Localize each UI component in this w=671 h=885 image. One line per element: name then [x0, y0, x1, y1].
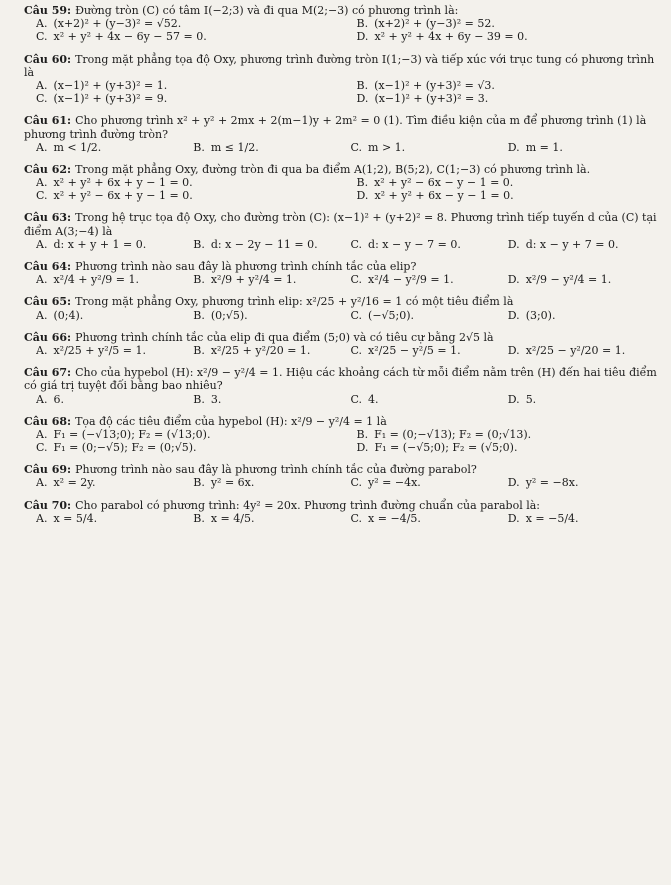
answer-option [36, 441, 337, 454]
question-stem [24, 4, 657, 17]
answer-option [357, 30, 658, 43]
option-key: A. [36, 476, 48, 490]
answer-option [351, 344, 500, 357]
question-number: Câu 61: [24, 114, 72, 128]
answer-option [193, 476, 342, 489]
question-block [24, 499, 657, 525]
option-text: 5. [525, 392, 537, 406]
question-gap [24, 357, 657, 366]
answer-option [351, 238, 500, 251]
question-number: Câu 69: [24, 463, 72, 477]
option-text: d: x − y − 7 = 0. [368, 237, 461, 251]
option-text: 4. [368, 392, 379, 406]
question-number: Câu 67: [24, 366, 72, 380]
option-text: (0;4). [53, 308, 84, 322]
question-block [24, 163, 657, 203]
question-gap [24, 406, 657, 415]
answer-options [24, 476, 657, 489]
option-text: m ≤ 1/2. [210, 140, 259, 154]
question-gap [24, 490, 657, 499]
question-gap [24, 202, 657, 211]
answer-option [351, 141, 500, 154]
answer-option [193, 393, 342, 406]
option-key: A. [36, 140, 48, 154]
question-text: Tọa độ các tiêu điểm của hypebol (H): x²/9 − y²/4 = 1 là [75, 414, 387, 428]
option-text: y² = −8x. [525, 476, 579, 490]
answer-option [351, 273, 500, 286]
option-text: x²/25 + y²/20 = 1. [210, 343, 311, 357]
question-block [24, 4, 657, 44]
answer-option [36, 30, 337, 43]
answer-option [351, 512, 500, 525]
question-gap [24, 454, 657, 463]
question-number: Câu 70: [24, 498, 72, 512]
option-key: B. [193, 273, 205, 287]
option-text: x² + y² − 6x + y − 1 = 0. [53, 189, 193, 203]
question-gap [24, 105, 657, 114]
answer-options [24, 393, 657, 406]
option-text: F₁ = (−√5;0); F₂ = (√5;0). [374, 441, 518, 455]
answer-option [36, 344, 185, 357]
option-key: A. [36, 237, 48, 251]
question-gap [24, 525, 657, 534]
answer-option [357, 92, 658, 105]
answer-option [351, 393, 500, 406]
answer-option [193, 344, 342, 357]
question-text: Phương trình chính tắc của elip đi qua điểm (5;0) và có tiêu cự bằng 2√5 là [75, 330, 494, 344]
option-key: D. [507, 392, 520, 406]
option-text: (x+2)² + (y−3)² = 52. [374, 17, 495, 31]
question-block [24, 211, 657, 251]
answer-options [24, 273, 657, 286]
question-number: Câu 63: [24, 211, 72, 225]
option-text: x = −5/4. [525, 511, 579, 525]
option-text: (x+2)² + (y−3)² = √52. [53, 17, 182, 31]
option-text: x² + y² + 6x − y − 1 = 0. [374, 189, 514, 203]
option-text: x² + y² + 4x − 6y − 57 = 0. [53, 30, 207, 44]
option-key: B. [193, 140, 205, 154]
answer-options [24, 428, 657, 454]
option-text: m < 1/2. [53, 140, 102, 154]
question-block [24, 114, 657, 154]
option-key: C. [350, 273, 363, 287]
answer-option [508, 476, 657, 489]
option-text: (−√5;0). [368, 308, 415, 322]
answer-option [36, 428, 337, 441]
option-key: C. [36, 30, 48, 44]
question-block [24, 366, 657, 406]
question-gap [24, 251, 657, 260]
question-stem [24, 366, 657, 392]
option-key: A. [36, 511, 48, 525]
question-stem [24, 499, 657, 512]
answer-option [351, 476, 500, 489]
question-number: Câu 60: [24, 52, 72, 66]
answer-option [36, 238, 185, 251]
option-text: 6. [53, 392, 64, 406]
option-key: C. [350, 140, 363, 154]
answer-options [24, 141, 657, 154]
option-text: x = 5/4. [53, 511, 98, 525]
answer-option [36, 476, 185, 489]
answer-option [508, 238, 657, 251]
question-block [24, 260, 657, 286]
option-key: C. [350, 308, 363, 322]
answer-option [357, 428, 658, 441]
option-text: x²/25 − y²/20 = 1. [525, 343, 626, 357]
question-block [24, 53, 657, 106]
question-block [24, 415, 657, 455]
option-key: C. [350, 392, 363, 406]
answer-option [36, 176, 337, 189]
option-text: (x−1)² + (y+3)² = 1. [53, 78, 168, 92]
option-key: D. [507, 511, 520, 525]
option-key: B. [356, 78, 369, 92]
option-text: (x−1)² + (y+3)² = 3. [374, 92, 489, 106]
option-text: F₁ = (0;−√13); F₂ = (0;√13). [374, 427, 532, 441]
option-key: B. [193, 237, 205, 251]
option-text: (x−1)² + (y+3)² = 9. [53, 92, 168, 106]
question-text: Trong hệ trục tọa độ Oxy, cho đường tròn (C): (x−1)² + (y+2)² = 8. Phương trình tiếp tuyến d của (C) tại điểm A(3;−4) là [24, 211, 657, 238]
answer-options [24, 309, 657, 322]
answer-option [36, 141, 185, 154]
option-key: D. [356, 92, 369, 106]
option-key: D. [507, 476, 520, 490]
question-text: Đường tròn (C) có tâm I(−2;3) và đi qua M(2;−3) có phương trình là: [75, 4, 459, 17]
option-key: D. [507, 308, 520, 322]
option-key: A. [36, 427, 48, 441]
answer-option [36, 512, 185, 525]
answer-option [508, 344, 657, 357]
option-text: x²/9 − y²/4 = 1. [525, 273, 612, 287]
option-text: x² + y² + 4x + 6y − 39 = 0. [374, 30, 528, 44]
option-text: d: x + y + 1 = 0. [53, 237, 147, 251]
option-text: x² = 2y. [53, 476, 96, 490]
option-text: x²/25 − y²/5 = 1. [368, 343, 461, 357]
option-key: D. [356, 441, 369, 455]
question-text: Trong mặt phẳng tọa độ Oxy, phương trình đường tròn I(1;−3) và tiếp xúc với trục tung có phương trình là [24, 52, 655, 79]
option-key: C. [350, 237, 363, 251]
option-key: B. [193, 476, 205, 490]
option-key: A. [36, 308, 48, 322]
question-number: Câu 64: [24, 260, 72, 273]
answer-option [36, 393, 185, 406]
question-text: Trong mặt phẳng Oxy, phương trình elip: x²/25 + y²/16 = 1 có một tiêu điểm là [75, 295, 514, 309]
answer-option [357, 17, 658, 30]
option-text: (3;0). [525, 308, 556, 322]
option-text: m = 1. [525, 140, 563, 154]
option-text: (x−1)² + (y+3)² = √3. [374, 78, 495, 92]
option-text: x²/25 + y²/5 = 1. [53, 343, 147, 357]
answer-option [36, 17, 337, 30]
question-text: Cho của hypebol (H): x²/9 − y²/4 = 1. Hiệu các khoảng cách từ mỗi điểm nằm trên (H) đến hai tiêu điểm có giá trị tuyệt đối bằng bao nhiêu? [24, 366, 657, 393]
option-text: (0;√5). [210, 308, 248, 322]
option-key: B. [356, 176, 369, 190]
question-text: Cho parabol có phương trình: 4y² = 20x. Phương trình đường chuẩn của parabol là: [75, 498, 540, 512]
question-stem [24, 331, 657, 344]
answer-options [24, 238, 657, 251]
option-text: d: x − 2y − 11 = 0. [210, 237, 318, 251]
option-key: D. [507, 237, 520, 251]
answer-option [193, 238, 342, 251]
question-stem [24, 260, 657, 273]
question-number: Câu 68: [24, 414, 72, 428]
answer-option [508, 512, 657, 525]
option-text: F₁ = (0;−√5); F₂ = (0;√5). [53, 441, 197, 455]
answer-option [357, 441, 658, 454]
answer-option [193, 141, 342, 154]
answer-option [357, 176, 658, 189]
answer-options [24, 512, 657, 525]
question-text: Phương trình nào sau đây là phương trình chính tắc của elip? [75, 260, 417, 273]
option-text: d: x − y + 7 = 0. [525, 237, 619, 251]
answer-options [24, 17, 657, 43]
answer-options [24, 79, 657, 105]
question-text: Phương trình nào sau đây là phương trình chính tắc của đường parabol? [75, 463, 477, 477]
option-key: B. [193, 308, 205, 322]
option-text: x² + y² + 6x + y − 1 = 0. [53, 176, 193, 190]
question-stem [24, 211, 657, 237]
answer-option [357, 79, 658, 92]
answer-option [508, 393, 657, 406]
option-text: x²/4 − y²/9 = 1. [368, 273, 454, 287]
option-key: B. [193, 392, 205, 406]
option-text: 3. [210, 392, 222, 406]
question-number: Câu 66: [24, 330, 72, 344]
question-gap [24, 322, 657, 331]
option-text: x²/4 + y²/9 = 1. [53, 273, 140, 287]
option-key: A. [36, 78, 48, 92]
option-text: F₁ = (−√13;0); F₂ = (√13;0). [53, 427, 211, 441]
option-key: A. [36, 392, 48, 406]
question-number: Câu 65: [24, 295, 72, 309]
option-text: x = −4/5. [368, 511, 421, 525]
option-key: C. [350, 476, 363, 490]
question-number: Câu 59: [24, 4, 72, 17]
question-block [24, 295, 657, 321]
question-number: Câu 62: [24, 162, 72, 176]
option-text: x²/9 + y²/4 = 1. [210, 273, 297, 287]
option-key: C. [36, 92, 48, 106]
answer-option [36, 189, 337, 202]
question-stem [24, 114, 657, 140]
option-key: B. [356, 17, 369, 31]
option-key: C. [350, 511, 363, 525]
answer-option [508, 273, 657, 286]
question-stem [24, 53, 657, 79]
answer-option [193, 309, 342, 322]
option-text: x = 4/5. [210, 511, 255, 525]
option-key: D. [356, 30, 369, 44]
answer-option [193, 512, 342, 525]
option-key: A. [36, 176, 48, 190]
option-key: D. [507, 273, 520, 287]
option-text: m > 1. [368, 140, 406, 154]
question-text: Cho phương trình x² + y² + 2mx + 2(m−1)y + 2m² = 0 (1). Tìm điều kiện của m để phương trình (1) là phương trình đường tròn? [24, 114, 647, 141]
answer-option [36, 79, 337, 92]
option-key: D. [356, 189, 369, 203]
option-key: B. [193, 511, 205, 525]
question-stem [24, 163, 657, 176]
answer-option [508, 309, 657, 322]
question-stem [24, 463, 657, 476]
option-key: C. [350, 343, 363, 357]
answer-option [357, 189, 658, 202]
question-stem [24, 295, 657, 308]
question-block [24, 463, 657, 489]
option-key: C. [36, 441, 48, 455]
question-gap [24, 44, 657, 53]
answer-option [351, 309, 500, 322]
option-key: D. [507, 140, 520, 154]
option-text: y² = 6x. [210, 476, 255, 490]
option-key: D. [507, 343, 520, 357]
option-key: A. [36, 273, 48, 287]
option-key: B. [356, 427, 369, 441]
answer-option [193, 273, 342, 286]
question-stem [24, 415, 657, 428]
answer-option [36, 92, 337, 105]
answer-option [36, 309, 185, 322]
answer-options [24, 344, 657, 357]
answer-options [24, 176, 657, 202]
option-text: y² = −4x. [368, 476, 421, 490]
option-key: C. [36, 189, 48, 203]
option-key: B. [193, 343, 205, 357]
question-text: Trong mặt phẳng Oxy, đường tròn đi qua ba điểm A(1;2), B(5;2), C(1;−3) có phương trình là. [75, 162, 591, 176]
answer-option [36, 273, 185, 286]
option-key: A. [36, 343, 48, 357]
question-gap [24, 154, 657, 163]
option-key: A. [36, 17, 48, 31]
answer-option [508, 141, 657, 154]
option-text: x² + y² − 6x − y − 1 = 0. [374, 176, 514, 190]
question-block [24, 331, 657, 357]
